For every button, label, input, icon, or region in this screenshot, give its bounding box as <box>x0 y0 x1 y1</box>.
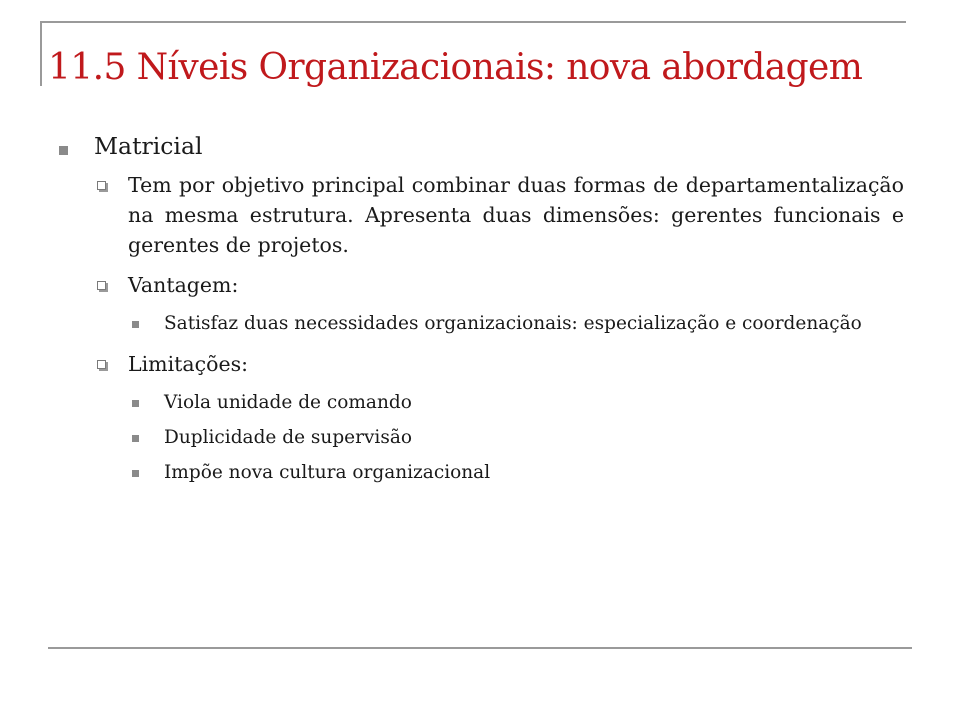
bullet-advantage-label: Vantagem: <box>128 273 239 297</box>
bullet-objective <box>56 170 904 260</box>
hollow-square-bullet-icon <box>97 281 106 290</box>
small-square-bullet-icon <box>132 400 139 407</box>
advantage-item <box>56 310 904 337</box>
bullet-objective-text: Tem por objetivo principal combinar duas formas de departamentalização na mesma estrutura. Apresenta duas dimensões: gerentes funcionais e gerentes de projetos. <box>128 173 904 257</box>
title-top-rule <box>40 21 906 23</box>
slide-title: 11.5 Níveis Organizacionais: nova abordagem <box>48 47 863 88</box>
title-left-rule <box>40 22 42 86</box>
hollow-square-bullet-icon <box>97 360 106 369</box>
bullet-limitations <box>56 349 904 379</box>
limitation-item-text: Viola unidade de comando <box>164 392 412 413</box>
bullet-limitations-label: Limitações: <box>128 352 249 376</box>
limitation-item-text: Duplicidade de supervisão <box>164 427 412 448</box>
limitation-item-text: Impõe nova cultura organizacional <box>164 462 491 483</box>
small-square-bullet-icon <box>132 470 139 477</box>
bullet-matricial-text: Matricial <box>94 132 203 160</box>
square-bullet-icon <box>59 146 68 155</box>
hollow-square-bullet-icon <box>97 181 106 190</box>
small-square-bullet-icon <box>132 435 139 442</box>
advantage-item-text: Satisfaz duas necessidades organizacionais: especialização e coordenação <box>164 313 862 334</box>
limitation-item <box>56 459 904 486</box>
limitation-item <box>56 389 904 416</box>
limitation-item <box>56 424 904 451</box>
bullet-advantage <box>56 270 904 300</box>
footer-rule <box>48 647 912 649</box>
slide-content <box>56 130 904 494</box>
small-square-bullet-icon <box>132 321 139 328</box>
bullet-matricial <box>56 130 904 162</box>
